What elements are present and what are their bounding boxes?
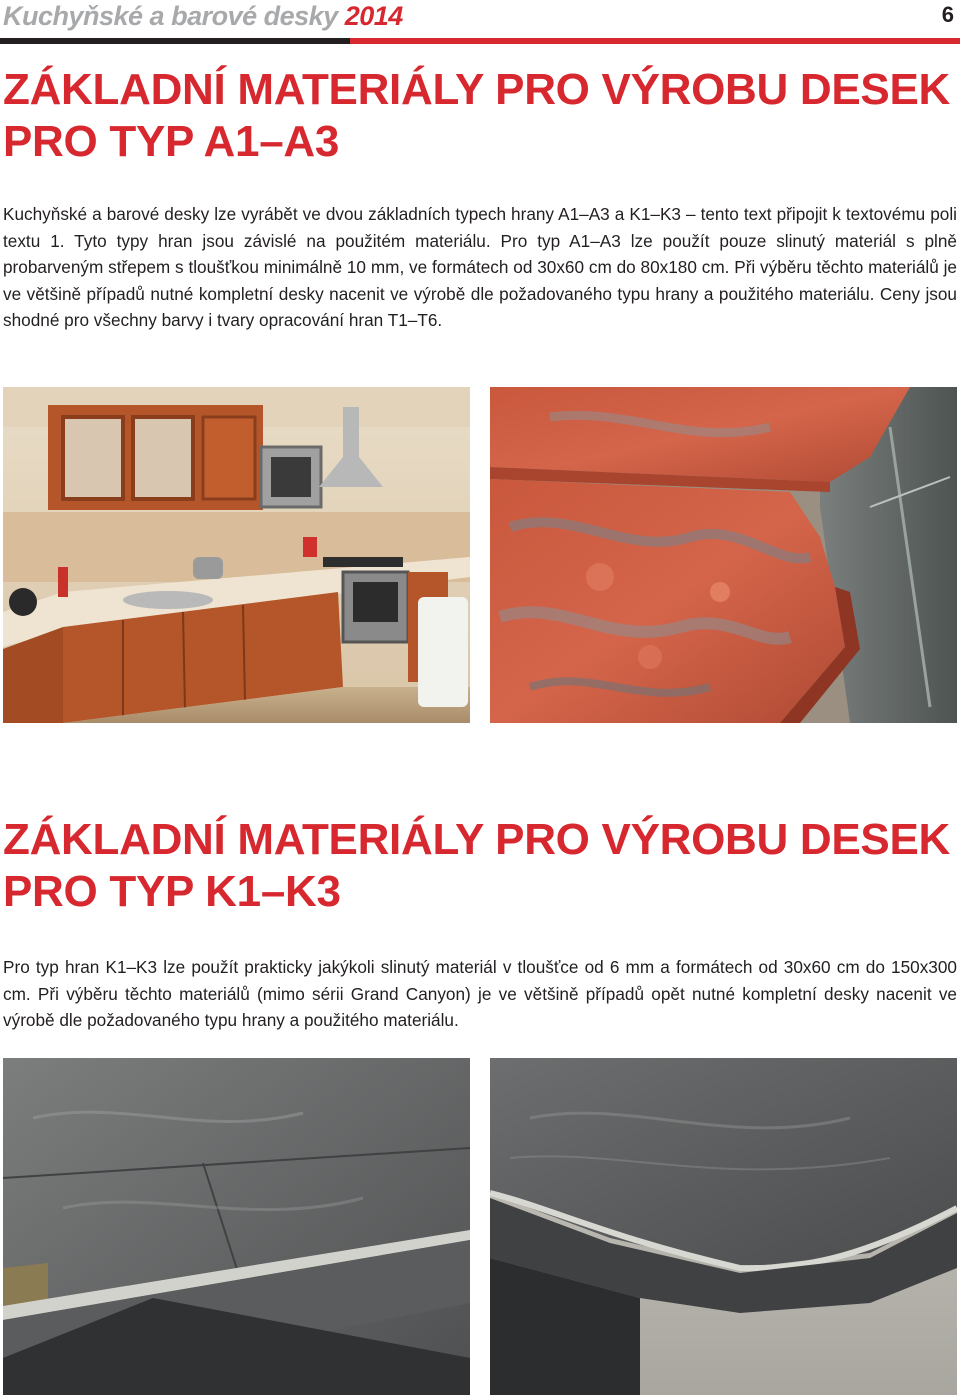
- section-k-heading-line2: PRO TYP K1–K3: [3, 867, 341, 916]
- kitchen-photo: [3, 387, 470, 723]
- catalog-title: [3, 1, 403, 32]
- red-granite-photo: [490, 387, 957, 723]
- slate-edge-photo-left: [3, 1058, 470, 1395]
- section-k-paragraph: Pro typ hran K1–K3 lze použít prakticky jakýkoli slinutý materiál v tloušťce od 6 mm a formátech od 30x60 cm do 150x300 cm. Při výběru těchto materiálů (mimo sérii Grand Canyon) je ve většině případů opět nutné kompletní desky nacenit ve výrobě dle požadovaného typu hrany a použitého materiálu.: [3, 957, 957, 1030]
- section-a-heading-line2: PRO TYP A1–A3: [3, 117, 340, 166]
- section-k-heading-line1: ZÁKLADNÍ MATERIÁLY PRO VÝROBU DESEK: [3, 815, 950, 864]
- section-k-heading: [3, 814, 950, 918]
- header-rule-red: [350, 38, 960, 44]
- section-a-paragraph: Kuchyňské a barové desky lze vyrábět ve dvou základních typech hrany A1–A3 a K1–K3 – tento text připojit k textovému poli textu 1. Tyto typy hran jsou závislé na použitém materiálu. Pro typ A1–A3 lze použít pouze slinutý materiál s plně probarveným střepem s tloušťkou minimálně 10 mm, ve formátech od 30x60 cm do 80x180 cm. Při výběru těchto materiálů je ve většině případů nutné kompletní desky nacenit ve výrobě dle požadovaného typu hrany a použitého materiálu. Ceny jsou shodné pro všechny barvy i tvary opracování hran T1–T6.: [3, 204, 957, 330]
- page-number: 6: [941, 2, 954, 27]
- catalog-title-main: Kuchyňské a barové desky: [3, 1, 338, 31]
- header-rule: [0, 38, 960, 44]
- catalog-title-year: 2014: [344, 1, 403, 31]
- header-rule-dark: [0, 38, 350, 44]
- slate-edge-photo-right: [490, 1058, 957, 1395]
- section-a-heading-line1: ZÁKLADNÍ MATERIÁLY PRO VÝROBU DESEK: [3, 65, 950, 114]
- page-header: [0, 0, 960, 44]
- section-a-heading: [3, 64, 950, 168]
